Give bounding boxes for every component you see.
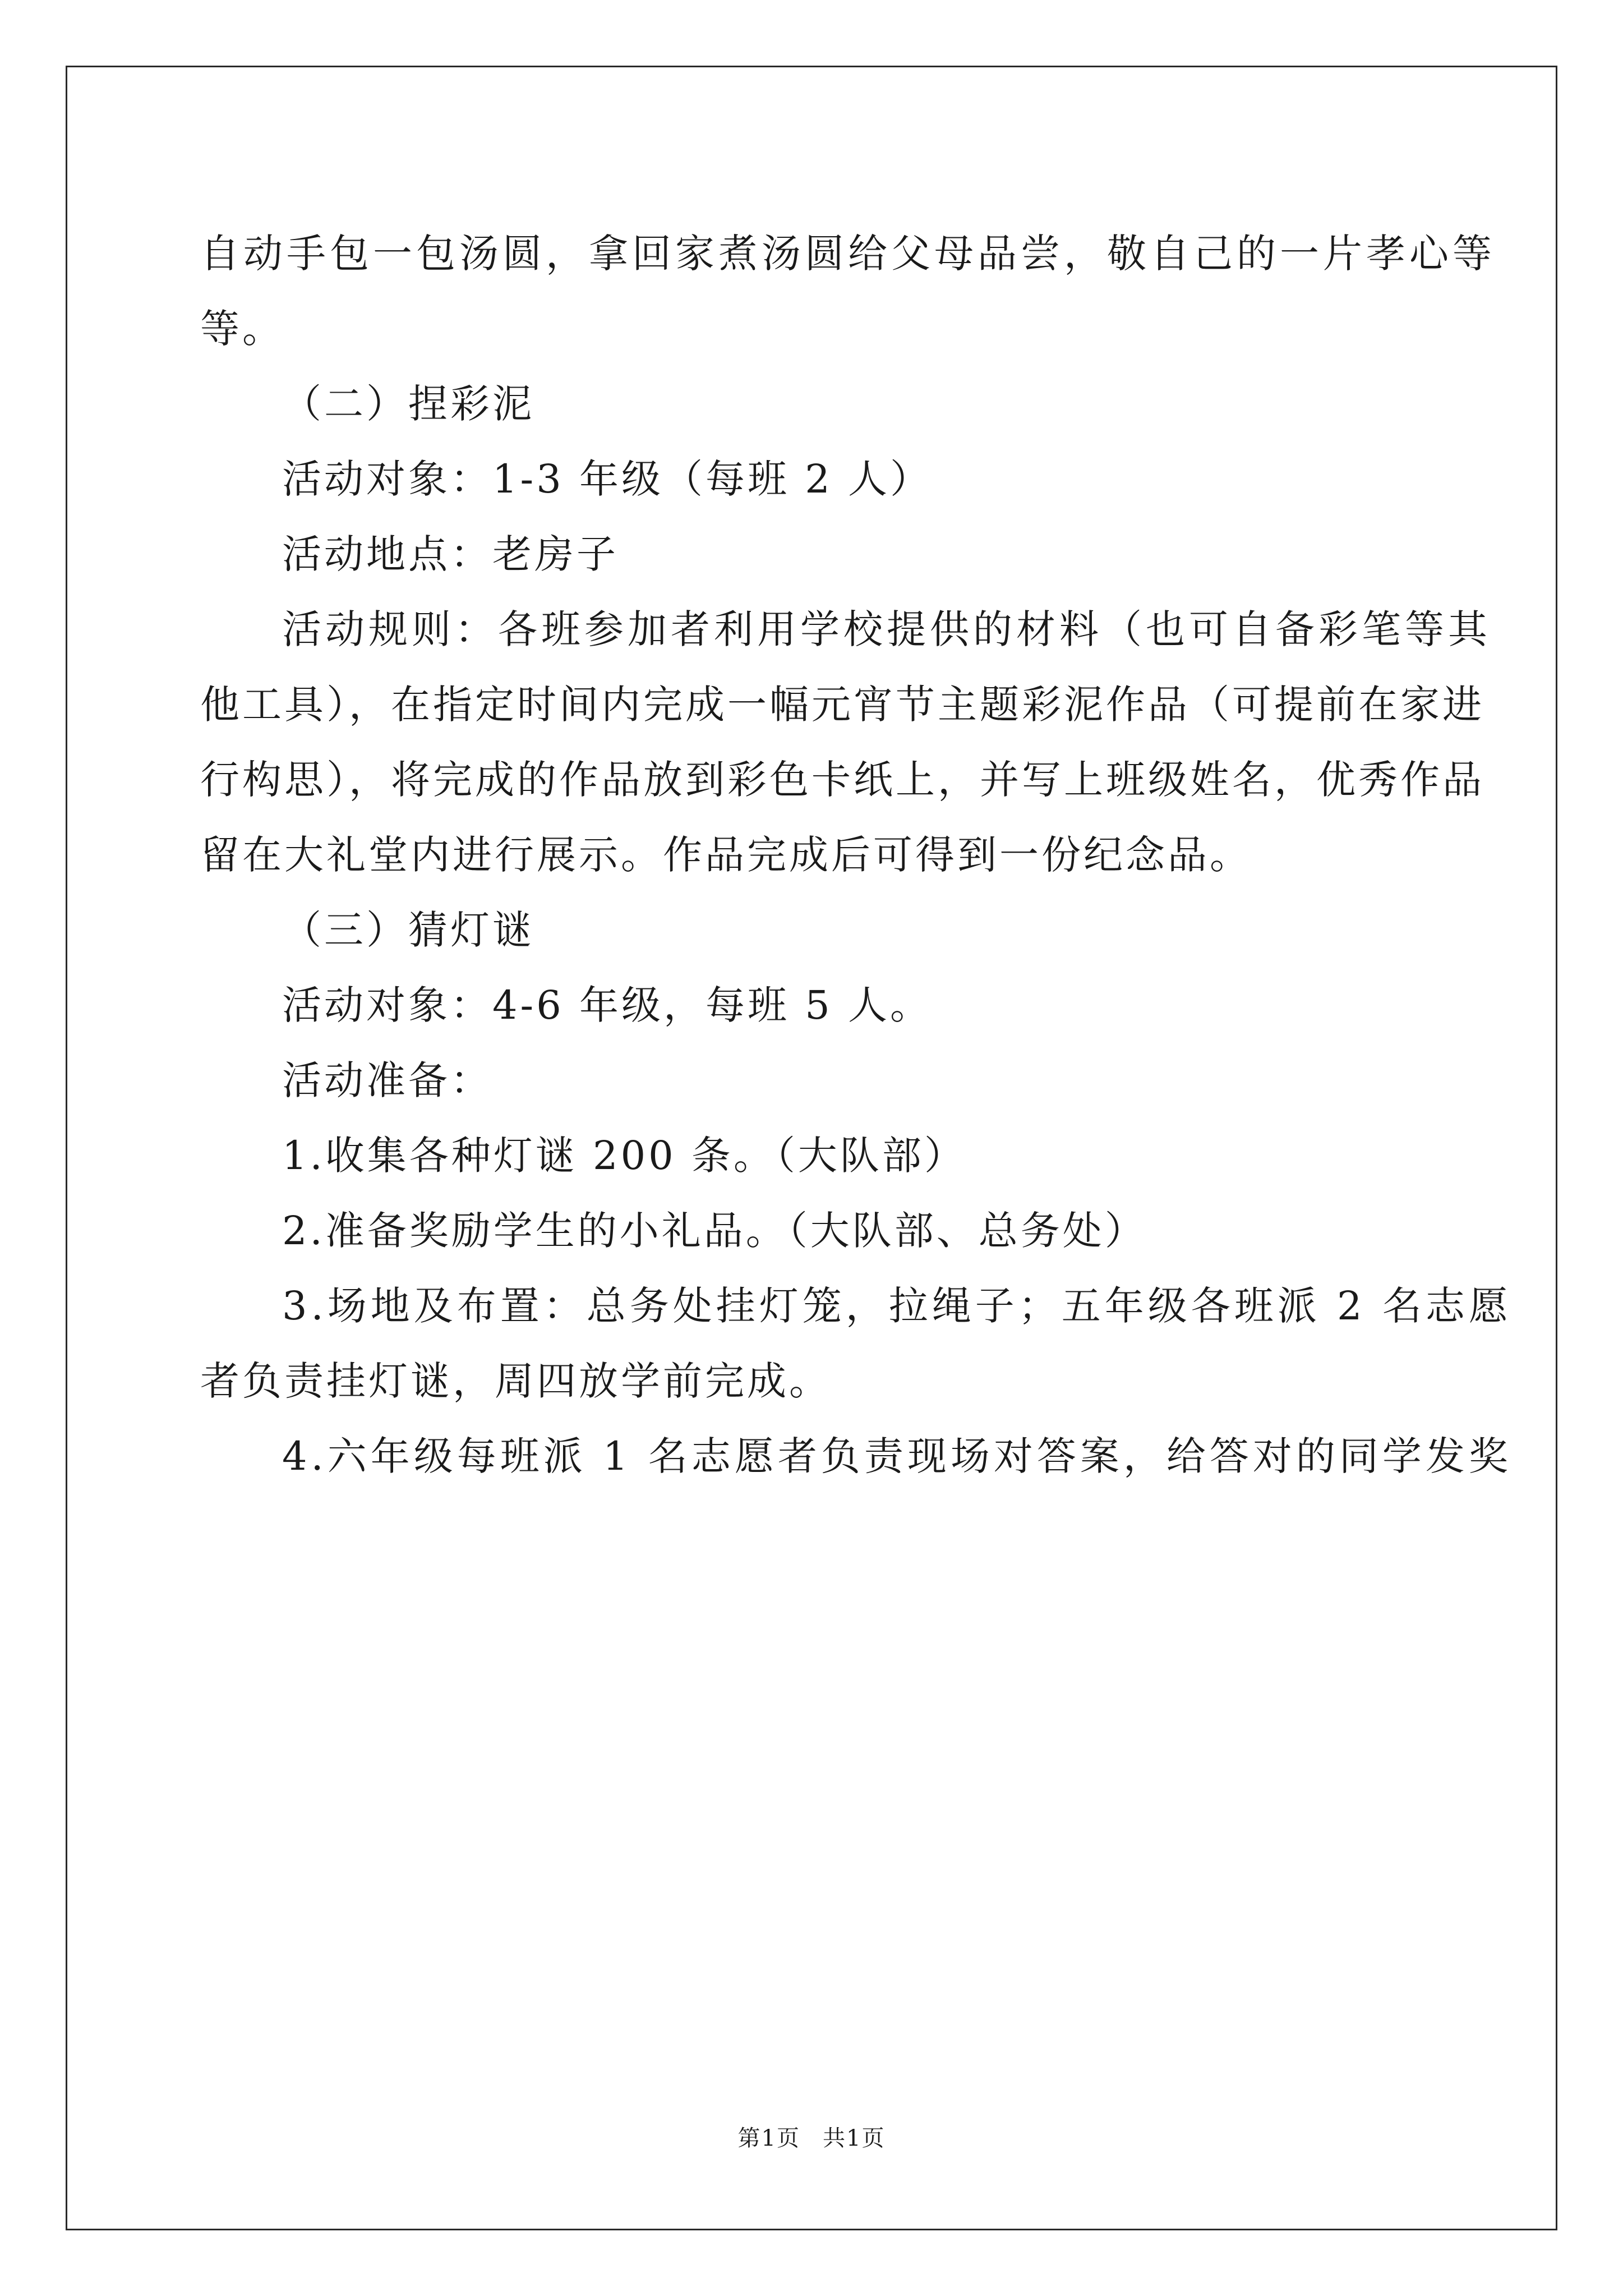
paragraph-line: 活动准备： — [282, 1057, 492, 1103]
paragraph-line: 活动规则：各班参加者利用学校提供的材料（也可自备彩笔等其 — [282, 606, 1491, 652]
paragraph-line: 等。 — [200, 306, 284, 352]
paragraph-line: 者负责挂灯谜，周四放学前完成。 — [200, 1358, 831, 1404]
document-body — [200, 216, 1512, 1494]
paragraph-line: 自动手包一包汤圆，拿回家煮汤圆给父母品尝，敬自己的一片孝心等 — [200, 231, 1496, 277]
section-heading: （三）猜灯谜 — [282, 907, 534, 953]
list-item: 4.六年级每班派 1 名志愿者负责现场对答案，给答对的同学发奖 — [282, 1433, 1512, 1479]
paragraph-line: 留在大礼堂内进行展示。作品完成后可得到一份纪念品。 — [200, 832, 1252, 878]
paragraph-line: 活动对象：4-6 年级，每班 5 人。 — [282, 982, 933, 1028]
page-number: 第1页 — [737, 2125, 800, 2151]
paragraph-line: 活动对象：1-3 年级（每班 2 人） — [282, 456, 933, 502]
list-item: 3.场地及布置：总务处挂灯笼，拉绳子；五年级各班派 2 名志愿 — [282, 1283, 1512, 1329]
page-footer — [0, 2120, 1623, 2152]
list-item: 2.准备奖励学生的小礼品。（大队部、总务处） — [282, 1208, 1147, 1254]
paragraph-line: 他工具），在指定时间内完成一幅元宵节主题彩泥作品（可提前在家进 — [200, 682, 1484, 728]
paragraph-line: 行构思），将完成的作品放到彩色卡纸上，并写上班级姓名，优秀作品 — [200, 757, 1484, 803]
list-item: 1.收集各种灯谜 200 条。（大队部） — [282, 1133, 966, 1179]
section-heading: （二）捏彩泥 — [282, 381, 534, 427]
paragraph-line: 活动地点：老房子 — [282, 531, 619, 577]
page-total: 共1页 — [823, 2125, 886, 2151]
